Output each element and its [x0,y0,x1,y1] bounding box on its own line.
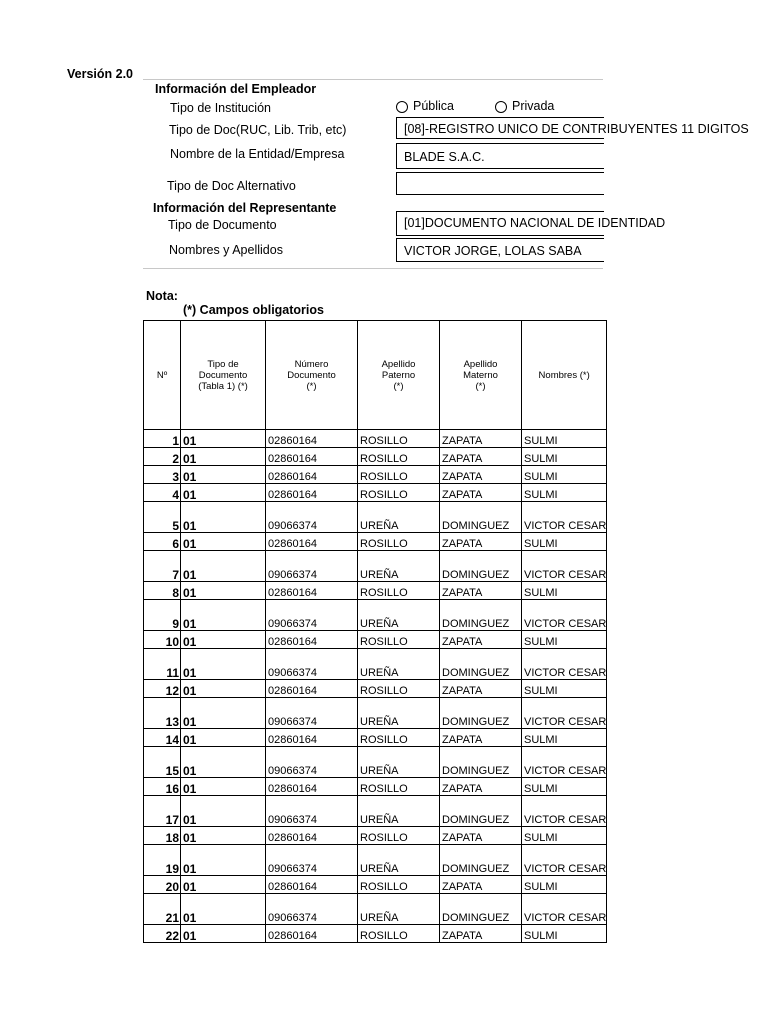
nombres-cell: VICTOR CESAR [522,845,607,876]
table-row [144,845,607,876]
row-number: 4 [144,484,181,502]
tipo-documento-cell: 01 [181,827,266,845]
apellido-materno-cell: ZAPATA [440,448,522,466]
tipo-documento-cell: 01 [181,533,266,551]
header-numero: Nº [144,321,181,430]
nombres-cell: SULMI [522,533,607,551]
radio-privada-label: Privada [512,99,555,113]
apellido-paterno-cell: UREÑA [358,502,440,533]
row-number: 18 [144,827,181,845]
rep-tipo-doc-field[interactable]: [01]DOCUMENTO NACIONAL DE IDENTIDAD [396,211,604,236]
numero-documento-cell: 02860164 [266,876,358,894]
nombre-entidad-field[interactable]: BLADE S.A.C. [396,143,604,169]
tipo-documento-cell: 01 [181,894,266,925]
row-number: 15 [144,747,181,778]
numero-documento-cell: 09066374 [266,502,358,533]
numero-documento-cell: 09066374 [266,551,358,582]
numero-documento-cell: 02860164 [266,827,358,845]
numero-documento-cell: 02860164 [266,533,358,551]
tipo-doc-alternativo-field[interactable] [396,172,604,195]
table-row [144,925,607,943]
apellido-paterno-cell: ROSILLO [358,680,440,698]
tipo-documento-cell: 01 [181,430,266,448]
tipo-documento-cell: 01 [181,925,266,943]
numero-documento-cell: 09066374 [266,698,358,729]
table-row [144,729,607,747]
apellido-materno-cell: DOMINGUEZ [440,698,522,729]
header-apellido-paterno: Apellido Paterno (*) [358,321,440,430]
apellido-materno-cell: DOMINGUEZ [440,894,522,925]
radio-privada[interactable] [495,101,507,113]
table-row [144,582,607,600]
apellido-materno-cell: ZAPATA [440,778,522,796]
nombres-cell: SULMI [522,582,607,600]
row-number: 14 [144,729,181,747]
apellido-paterno-cell: ROSILLO [358,827,440,845]
nombres-cell: SULMI [522,729,607,747]
table-row [144,680,607,698]
tipo-doc-alternativo-label: Tipo de Doc Alternativo [167,179,296,193]
row-number: 8 [144,582,181,600]
row-number: 22 [144,925,181,943]
table-row [144,430,607,448]
table-row [144,484,607,502]
rep-tipo-doc-label: Tipo de Documento [168,218,277,232]
row-number: 20 [144,876,181,894]
table-row [144,894,607,925]
nombres-cell: SULMI [522,466,607,484]
apellido-paterno-cell: UREÑA [358,649,440,680]
table-row [144,796,607,827]
nombres-cell: VICTOR CESAR [522,600,607,631]
apellido-materno-cell: ZAPATA [440,680,522,698]
table-row [144,778,607,796]
nombres-cell: VICTOR CESAR [522,649,607,680]
apellido-paterno-cell: UREÑA [358,600,440,631]
table-row [144,466,607,484]
nombres-cell: SULMI [522,778,607,796]
table-row [144,533,607,551]
numero-documento-cell: 09066374 [266,845,358,876]
numero-documento-cell: 02860164 [266,680,358,698]
tipo-documento-cell: 01 [181,845,266,876]
table-row [144,448,607,466]
nombres-cell: VICTOR CESAR [522,747,607,778]
apellido-materno-cell: ZAPATA [440,533,522,551]
apellido-paterno-cell: ROSILLO [358,925,440,943]
apellido-paterno-cell: UREÑA [358,894,440,925]
tipo-documento-cell: 01 [181,729,266,747]
numero-documento-cell: 02860164 [266,631,358,649]
row-number: 16 [144,778,181,796]
numero-documento-cell: 02860164 [266,778,358,796]
numero-documento-cell: 09066374 [266,649,358,680]
apellido-materno-cell: DOMINGUEZ [440,502,522,533]
row-number: 12 [144,680,181,698]
row-number: 17 [144,796,181,827]
row-number: 5 [144,502,181,533]
row-number: 11 [144,649,181,680]
apellido-materno-cell: ZAPATA [440,582,522,600]
table-row [144,747,607,778]
numero-documento-cell: 02860164 [266,925,358,943]
empleador-section-title: Información del Empleador [155,82,317,96]
nombres-cell: SULMI [522,876,607,894]
tipo-doc-field[interactable]: [08]-REGISTRO UNICO DE CONTRIBUYENTES 11 DIGITOS [396,117,604,139]
apellido-paterno-cell: ROSILLO [358,582,440,600]
apellido-materno-cell: ZAPATA [440,430,522,448]
apellido-paterno-cell: ROSILLO [358,484,440,502]
nombres-cell: SULMI [522,680,607,698]
apellido-materno-cell: DOMINGUEZ [440,845,522,876]
apellido-materno-cell: ZAPATA [440,876,522,894]
row-number: 9 [144,600,181,631]
representante-section-title: Información del Representante [153,201,337,215]
row-number: 3 [144,466,181,484]
header-numero-documento: Número Documento (*) [266,321,358,430]
header-nombres: Nombres (*) [522,321,607,430]
nombres-cell: SULMI [522,631,607,649]
tipo-documento-cell: 01 [181,778,266,796]
apellido-paterno-cell: ROSILLO [358,430,440,448]
numero-documento-cell: 09066374 [266,894,358,925]
nota-title: Nota: [146,289,178,303]
numero-documento-cell: 09066374 [266,796,358,827]
apellido-paterno-cell: UREÑA [358,551,440,582]
tipo-documento-cell: 01 [181,796,266,827]
nombres-cell: SULMI [522,827,607,845]
numero-documento-cell: 02860164 [266,729,358,747]
nombres-cell: SULMI [522,484,607,502]
row-number: 19 [144,845,181,876]
apellido-materno-cell: ZAPATA [440,729,522,747]
empleados-table [143,320,607,943]
table-row [144,827,607,845]
radio-publica-label: Pública [413,99,454,113]
header-tipo-documento: Tipo de Documento (Tabla 1) (*) [181,321,266,430]
apellido-paterno-cell: UREÑA [358,796,440,827]
tipo-documento-cell: 01 [181,551,266,582]
apellido-materno-cell: ZAPATA [440,631,522,649]
rep-nombres-label: Nombres y Apellidos [169,243,283,257]
radio-publica[interactable] [396,101,408,113]
version-label: Versión 2.0 [67,67,134,81]
apellido-paterno-cell: ROSILLO [358,778,440,796]
nombres-cell: SULMI [522,430,607,448]
table-row [144,551,607,582]
nombre-entidad-label: Nombre de la Entidad/Empresa [170,147,345,161]
nombres-cell: SULMI [522,448,607,466]
rep-nombres-field[interactable]: VICTOR JORGE, LOLAS SABA [396,238,604,262]
numero-documento-cell: 02860164 [266,448,358,466]
apellido-paterno-cell: ROSILLO [358,729,440,747]
row-number: 6 [144,533,181,551]
apellido-materno-cell: ZAPATA [440,466,522,484]
nombres-cell: VICTOR CESAR [522,502,607,533]
row-number: 7 [144,551,181,582]
nombres-cell: SULMI [522,925,607,943]
nombres-cell: VICTOR CESAR [522,698,607,729]
table-row [144,649,607,680]
row-number: 13 [144,698,181,729]
apellido-materno-cell: ZAPATA [440,925,522,943]
apellido-materno-cell: DOMINGUEZ [440,551,522,582]
apellido-paterno-cell: ROSILLO [358,533,440,551]
tipo-institucion-label: Tipo de Institución [170,101,271,115]
apellido-materno-cell: DOMINGUEZ [440,649,522,680]
tipo-documento-cell: 01 [181,698,266,729]
apellido-materno-cell: ZAPATA [440,827,522,845]
numero-documento-cell: 02860164 [266,582,358,600]
nombres-cell: VICTOR CESAR [522,551,607,582]
tipo-doc-label: Tipo de Doc(RUC, Lib. Trib, etc) [169,123,347,137]
numero-documento-cell: 02860164 [266,430,358,448]
nombres-cell: VICTOR CESAR [522,796,607,827]
table-row [144,631,607,649]
tipo-documento-cell: 01 [181,747,266,778]
table-row [144,502,607,533]
row-number: 10 [144,631,181,649]
table-row [144,876,607,894]
header-apellido-materno: Apellido Materno (*) [440,321,522,430]
top-divider [143,79,603,80]
table-row [144,600,607,631]
apellido-paterno-cell: UREÑA [358,747,440,778]
tipo-documento-cell: 01 [181,600,266,631]
tipo-documento-cell: 01 [181,680,266,698]
apellido-materno-cell: ZAPATA [440,484,522,502]
bottom-divider [143,268,603,269]
numero-documento-cell: 09066374 [266,600,358,631]
apellido-materno-cell: DOMINGUEZ [440,796,522,827]
tipo-documento-cell: 01 [181,631,266,649]
apellido-paterno-cell: UREÑA [358,698,440,729]
numero-documento-cell: 09066374 [266,747,358,778]
table-row [144,698,607,729]
numero-documento-cell: 02860164 [266,466,358,484]
apellido-materno-cell: DOMINGUEZ [440,600,522,631]
apellido-paterno-cell: ROSILLO [358,448,440,466]
row-number: 2 [144,448,181,466]
tipo-documento-cell: 01 [181,649,266,680]
table-header-row [144,321,607,430]
tipo-documento-cell: 01 [181,484,266,502]
tipo-documento-cell: 01 [181,582,266,600]
tipo-documento-cell: 01 [181,876,266,894]
row-number: 1 [144,430,181,448]
apellido-paterno-cell: ROSILLO [358,466,440,484]
nombres-cell: VICTOR CESAR [522,894,607,925]
tipo-documento-cell: 01 [181,502,266,533]
tipo-documento-cell: 01 [181,448,266,466]
apellido-paterno-cell: UREÑA [358,845,440,876]
nota-text: (*) Campos obligatorios [183,303,324,317]
apellido-paterno-cell: ROSILLO [358,631,440,649]
tipo-documento-cell: 01 [181,466,266,484]
apellido-materno-cell: DOMINGUEZ [440,747,522,778]
row-number: 21 [144,894,181,925]
apellido-paterno-cell: ROSILLO [358,876,440,894]
numero-documento-cell: 02860164 [266,484,358,502]
